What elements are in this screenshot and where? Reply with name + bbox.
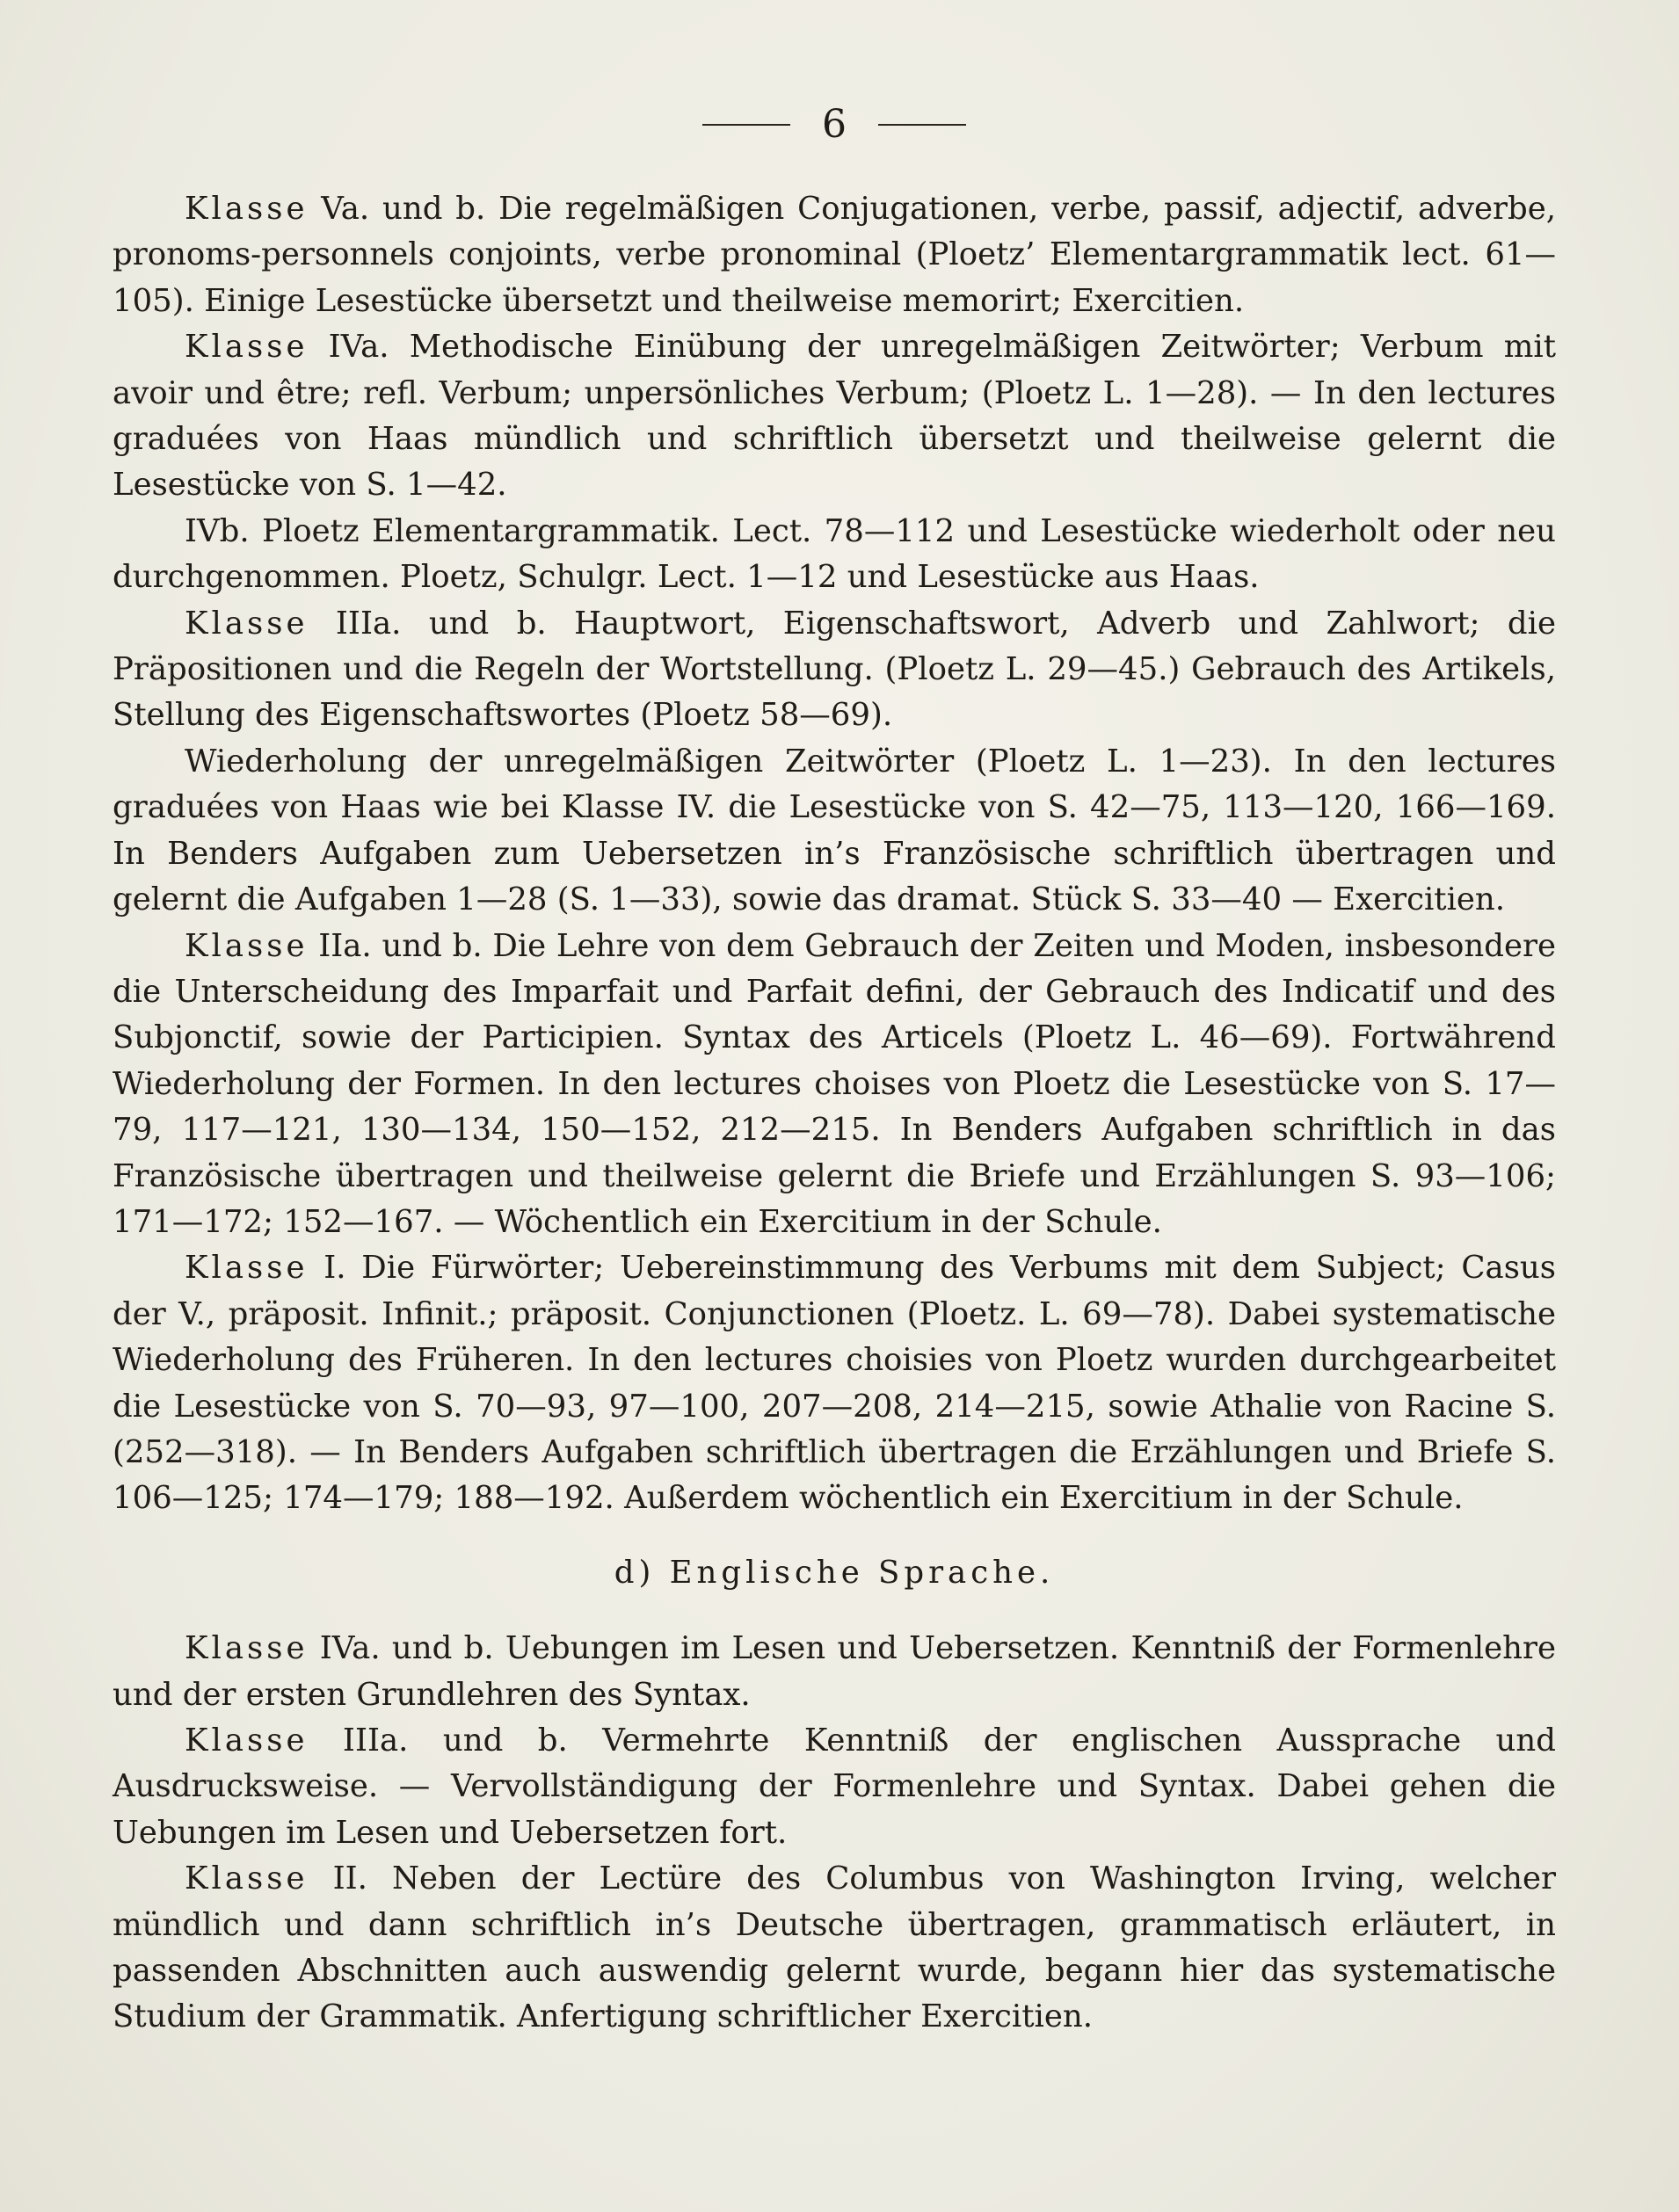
paragraph-text: IVa. und b. Uebungen im Lesen und Uebersetzen. Kenntniß der Formenlehre und der ersten Grundlehren des Syntax. bbox=[113, 1630, 1556, 1713]
header-rule-right bbox=[878, 124, 966, 126]
paragraph-label: Klasse bbox=[185, 191, 309, 227]
paragraph-label: Klasse bbox=[185, 1860, 309, 1897]
english-section bbox=[113, 1626, 1556, 2041]
paragraph-klasse-iia bbox=[113, 924, 1556, 1246]
paragraph-klasse-iva bbox=[113, 324, 1556, 509]
paragraph-label: Klasse bbox=[185, 1250, 309, 1287]
french-section bbox=[113, 186, 1556, 1522]
paragraph-english-klasse-ii bbox=[113, 1856, 1556, 2041]
paragraph-text: IIa. und b. Die Lehre von dem Gebrauch der Zeiten und Moden, insbesondere die Unterscheidung des Imparfait und Parfait defini, der Gebrauch des Indicatif und des Subjonctif, sowie der Participien. Syntax des Articels (Ploetz L. 46—69). Fortwährend Wiederholung der Formen. In den lectures choises von Ploetz die Lesestücke von S. 17—79, 117—121, 130—134, 150—152, 212—215. In Benders Aufgaben schriftlich in das Französische übertragen und theilweise gelernt die Briefe und Erzählungen S. 93—106; 171—172; 152—167. — Wöchentlich ein Exercitium in der Schule. bbox=[113, 927, 1556, 1240]
paragraph-label: Klasse bbox=[185, 605, 309, 642]
paragraph-klasse-va bbox=[113, 186, 1556, 324]
paragraph-english-klasse-iiia bbox=[113, 1718, 1556, 1856]
paragraph-text: IVa. Methodische Einübung der unregelmäßigen Zeitwörter; Verbum mit avoir und être; refl. Verbum; unpersönliches Verbum; (Ploetz L. 1—28). — In den lectures graduées von Haas mündlich und schriftlich übersetzt und theilweise gelernt die Lesestücke von S. 1—42. bbox=[113, 329, 1556, 504]
paragraph-klasse-iiia bbox=[113, 601, 1556, 739]
page-header bbox=[113, 98, 1556, 151]
paragraph-english-klasse-iva bbox=[113, 1626, 1556, 1718]
paragraph-ivb bbox=[113, 509, 1556, 601]
paragraph-label: Klasse bbox=[185, 1722, 309, 1759]
paragraph-text: Wiederholung der unregelmäßigen Zeitwörter (Ploetz L. 1—23). In den lectures graduées von Haas wie bei Klasse IV. die Lesestücke von S. 42—75, 113—120, 166—169. In Benders Aufgaben zum Uebersetzen in’s Französische schriftlich übertragen und gelernt die Aufgaben 1—28 (S. 1—33), sowie das dramat. Stück S. 33—40 — Exercitien. bbox=[113, 743, 1556, 918]
section-heading-english: d) Englische Sprache. bbox=[614, 1554, 1055, 1591]
paragraph-text: IIIa. und b. Vermehrte Kenntniß der englischen Aussprache und Ausdrucksweise. — Vervollständigung der Formenlehre und Syntax. Dabei gehen die Uebungen im Lesen und Uebersetzen fort. bbox=[113, 1722, 1556, 1851]
paragraph-text: I. Die Fürwörter; Uebereinstimmung des Verbums mit dem Subject; Casus der V., präposit. Infinit.; präposit. Conjunctionen (Ploetz. L. 69—78). Dabei systematische Wiederholung des Früheren. In den lectures choisies von Ploetz wurden durchgearbeitet die Lesestücke von S. 70—93, 97—100, 207—208, 214—215, sowie Athalie von Racine S. (252—318). — In Benders Aufgaben schriftlich übertragen die Erzählungen und Briefe S. 106—125; 174—179; 188—192. Außerdem wöchentlich ein Exercitium in der Schule. bbox=[113, 1250, 1556, 1517]
paragraph-text: IVb. Ploetz Elementargrammatik. Lect. 78—112 und Lesestücke wiederholt oder neu durchgenommen. Ploetz, Schulgr. Lect. 1—12 und Lesestücke aus Haas. bbox=[113, 512, 1556, 596]
paragraph-text: IIIa. und b. Hauptwort, Eigenschaftswort, Adverb und Zahlwort; die Präpositionen und die Regeln der Wortstellung. (Ploetz L. 29—45.) Gebrauch des Artikels, Stellung des Eigenschaftswortes (Ploetz 58—69). bbox=[113, 605, 1556, 734]
paragraph-label: Klasse bbox=[185, 927, 309, 964]
paragraph-text: II. Neben der Lectüre des Columbus von Washington Irving, welcher mündlich und dann schriftlich in’s Deutsche übertragen, grammatisch erläutert, in passenden Abschnitten auch auswendig gelernt wurde, begann hier das systematische Studium der Grammatik. Anfertigung schriftlicher Exercitien. bbox=[113, 1860, 1556, 2035]
header-rule-left bbox=[702, 124, 790, 126]
paragraph-label: Klasse bbox=[185, 1630, 309, 1667]
paragraph-klasse-i bbox=[113, 1245, 1556, 1521]
paragraph-wiederholung bbox=[113, 739, 1556, 924]
page-number: 6 bbox=[822, 102, 847, 147]
paragraph-label: Klasse bbox=[185, 329, 309, 366]
paragraph-text: Va. und b. Die regelmäßigen Conjugationen, verbe, passif, adjectif, adverbe, pronoms-personnels conjoints, verbe pronominal (Ploetz’ Elementargrammatik lect. 61—105). Einige Lesestücke übersetzt und theilweise memorirt; Exercitien. bbox=[113, 191, 1556, 319]
